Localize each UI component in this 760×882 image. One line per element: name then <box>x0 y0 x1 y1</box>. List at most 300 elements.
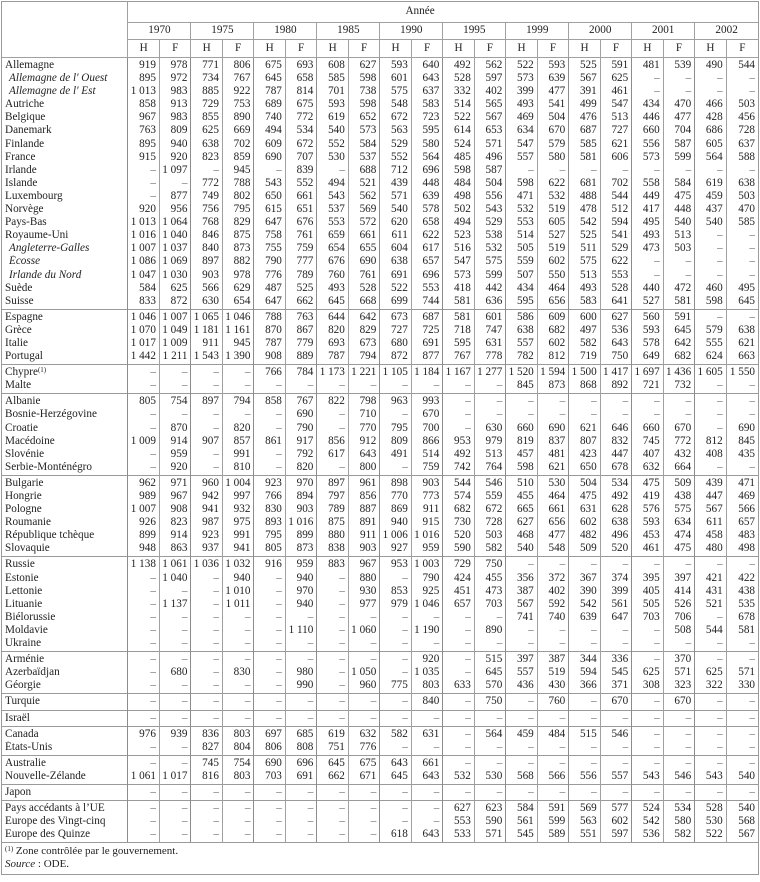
value-cell-f: 552 <box>285 177 316 190</box>
table-row <box>2 710 758 726</box>
value-cell-h: 619 <box>695 177 726 190</box>
value-cell-h: 718 <box>443 324 474 337</box>
value-cell-f: 374 <box>600 572 631 585</box>
value-cell-f: 655 <box>348 242 379 255</box>
table-row <box>2 828 758 842</box>
value-cell-h: – <box>695 652 726 667</box>
value-cell-h: 861 <box>254 435 285 448</box>
value-cell-h: – <box>191 572 222 585</box>
value-cell-f: 978 <box>159 58 190 73</box>
value-cell-f: 571 <box>663 666 694 679</box>
value-cell-h: 459 <box>506 726 537 741</box>
value-cell-h: 475 <box>632 475 663 490</box>
value-cell-h: 367 <box>569 572 600 585</box>
value-cell-h: 585 <box>317 72 348 85</box>
value-cell-h: – <box>380 379 411 394</box>
value-cell-f: 877 <box>159 190 190 203</box>
country-name <box>2 177 128 190</box>
value-cell-f: 582 <box>474 542 505 557</box>
value-cell-h: 760 <box>317 269 348 282</box>
value-cell-f: – <box>663 710 694 726</box>
value-cell-f: 795 <box>222 203 253 216</box>
value-cell-f: 1 161 <box>222 324 253 337</box>
value-cell-f: 625 <box>159 282 190 295</box>
value-cell-f: – <box>663 637 694 652</box>
value-cell-f: 830 <box>222 666 253 679</box>
sex-header-h: H <box>569 40 600 58</box>
value-cell-h: – <box>632 408 663 421</box>
value-cell-h: 1 065 <box>191 309 222 324</box>
table-row <box>2 295 758 310</box>
value-cell-h: 481 <box>632 58 663 73</box>
value-cell-f: 579 <box>537 138 568 151</box>
value-cell-f: 1 046 <box>222 309 253 324</box>
value-cell-h: 631 <box>569 503 600 516</box>
value-cell-f: 546 <box>663 770 694 785</box>
value-cell-h: 478 <box>569 203 600 216</box>
value-cell-h: 767 <box>443 350 474 365</box>
value-cell-f: 790 <box>285 422 316 435</box>
value-cell-f: 778 <box>474 350 505 365</box>
value-cell-h: 662 <box>317 770 348 785</box>
value-cell-h: 644 <box>317 309 348 324</box>
value-cell-f: 915 <box>411 516 442 529</box>
value-cell-f: 727 <box>600 124 631 137</box>
value-cell-f: 983 <box>159 85 190 98</box>
value-cell-h: 446 <box>632 111 663 124</box>
value-cell-f: 597 <box>474 72 505 85</box>
value-cell-h: 858 <box>254 394 285 409</box>
value-cell-h: 567 <box>569 72 600 85</box>
value-cell-f: 747 <box>474 324 505 337</box>
value-cell-f: – <box>159 408 190 421</box>
value-cell-h: – <box>317 666 348 679</box>
value-cell-f: 562 <box>474 58 505 73</box>
country-name <box>2 666 128 679</box>
value-cell-f: – <box>159 585 190 598</box>
value-cell-f: 882 <box>222 255 253 268</box>
value-cell-f: – <box>663 85 694 98</box>
country-label: Albanie <box>5 395 41 408</box>
value-cell-h: 823 <box>191 151 222 164</box>
value-cell-f: 645 <box>663 324 694 337</box>
value-cell-h: 833 <box>128 295 159 310</box>
value-cell-h: – <box>695 255 726 268</box>
value-cell-h: – <box>632 72 663 85</box>
value-cell-f: 912 <box>348 435 379 448</box>
value-cell-h: 745 <box>191 755 222 770</box>
value-cell-f: – <box>411 815 442 828</box>
value-cell-h: 601 <box>380 72 411 85</box>
table-row <box>2 542 758 557</box>
value-cell-f: 676 <box>285 216 316 229</box>
value-cell-h: – <box>254 801 285 816</box>
value-cell-f: 581 <box>663 295 694 310</box>
value-cell-h: 775 <box>380 679 411 694</box>
value-cell-f: 725 <box>411 324 442 337</box>
country-label: Belgique <box>5 111 46 124</box>
value-cell-h: 730 <box>443 516 474 529</box>
value-cell-h: 540 <box>380 203 411 216</box>
value-cell-h: 632 <box>632 461 663 476</box>
value-cell-f: – <box>285 815 316 828</box>
value-cell-h: 797 <box>317 490 348 503</box>
value-cell-h: – <box>443 379 474 394</box>
value-cell-h: 895 <box>128 138 159 151</box>
value-cell-h: 937 <box>191 542 222 557</box>
value-cell-f: 806 <box>222 58 253 73</box>
value-cell-f: 696 <box>411 164 442 177</box>
value-cell-h: 1 173 <box>317 365 348 380</box>
value-cell-f: 530 <box>474 770 505 785</box>
value-cell-f: – <box>159 741 190 756</box>
value-cell-f: 1 046 <box>411 598 442 611</box>
country-name <box>2 435 128 448</box>
sex-header-h: H <box>317 40 348 58</box>
value-cell-h: – <box>128 710 159 726</box>
value-cell-h: 366 <box>569 679 600 694</box>
value-cell-f: 1 017 <box>159 770 190 785</box>
value-cell-h: 645 <box>380 770 411 785</box>
value-cell-h: – <box>254 828 285 842</box>
value-cell-f: 638 <box>726 177 758 190</box>
table-row <box>2 365 758 380</box>
value-cell-f: 930 <box>348 585 379 598</box>
value-cell-h: – <box>506 637 537 652</box>
value-cell-h: 816 <box>191 770 222 785</box>
value-cell-f: 790 <box>411 572 442 585</box>
value-cell-h: – <box>443 666 474 679</box>
value-cell-f: 402 <box>474 85 505 98</box>
value-cell-h: – <box>317 815 348 828</box>
header-annee: Année <box>128 2 758 23</box>
value-cell-h: – <box>191 624 222 637</box>
value-cell-h: 586 <box>506 309 537 324</box>
table-row <box>2 694 758 710</box>
country-label: Hongrie <box>5 490 42 502</box>
table-row <box>2 637 758 652</box>
value-cell-f: 477 <box>537 529 568 542</box>
value-cell-f: 759 <box>285 242 316 255</box>
table-row <box>2 324 758 337</box>
value-cell-h: – <box>569 741 600 756</box>
sex-header-h: H <box>443 40 474 58</box>
value-cell-h: 807 <box>569 435 600 448</box>
table-body <box>2 58 758 843</box>
value-cell-f: 625 <box>600 72 631 85</box>
country-label: Nouvelle-Zélande <box>5 769 86 782</box>
value-cell-h: – <box>569 164 600 177</box>
value-cell-h: 1 181 <box>191 324 222 337</box>
value-cell-f: 669 <box>222 124 253 137</box>
value-cell-f: 690 <box>726 422 758 435</box>
value-cell-h: – <box>380 572 411 585</box>
value-cell-f: 1 436 <box>663 365 694 380</box>
value-cell-h: 1 036 <box>191 557 222 572</box>
value-cell-h: 571 <box>380 190 411 203</box>
value-cell-f: 764 <box>474 461 505 476</box>
country-label: Turquie <box>5 695 41 708</box>
value-cell-h: 740 <box>254 111 285 124</box>
value-cell-h: – <box>506 408 537 421</box>
value-cell-h: 573 <box>632 151 663 164</box>
value-cell-f: 773 <box>411 490 442 503</box>
country-label: Danemark <box>5 124 52 137</box>
value-cell-f: 682 <box>537 324 568 337</box>
value-cell-h: – <box>317 801 348 816</box>
value-cell-f: – <box>537 624 568 637</box>
value-cell-f: 967 <box>159 490 190 503</box>
value-cell-f: 521 <box>348 177 379 190</box>
sex-header-h: H <box>191 40 222 58</box>
value-cell-h: 573 <box>506 72 537 85</box>
country-label: Israël <box>5 711 30 724</box>
value-cell-f: 899 <box>285 529 316 542</box>
value-cell-f: 809 <box>159 124 190 137</box>
value-cell-h: 690 <box>254 755 285 770</box>
value-cell-f: 750 <box>600 350 631 365</box>
table-footnote <box>2 842 758 874</box>
value-cell-h: – <box>569 557 600 572</box>
value-cell-f: 598 <box>348 72 379 85</box>
table-row <box>2 216 758 229</box>
value-cell-f: – <box>348 710 379 726</box>
value-cell-f: 527 <box>537 229 568 242</box>
country-label: Islande <box>5 176 38 189</box>
value-cell-f: 908 <box>159 503 190 516</box>
value-cell-f: – <box>222 408 253 421</box>
value-cell-h: 1 007 <box>128 242 159 255</box>
value-cell-f: – <box>537 710 568 726</box>
value-cell-f: – <box>159 611 190 624</box>
value-cell-h: 690 <box>254 151 285 164</box>
value-cell-f: 469 <box>726 490 758 503</box>
value-cell-f: 534 <box>600 475 631 490</box>
value-cell-h: – <box>443 755 474 770</box>
value-cell-f: 688 <box>348 164 379 177</box>
value-cell-h: – <box>191 408 222 421</box>
value-cell-f: – <box>222 801 253 816</box>
value-cell-f: 571 <box>474 138 505 151</box>
value-cell-f: 671 <box>348 770 379 785</box>
value-cell-f: 767 <box>222 72 253 85</box>
value-cell-f: 592 <box>537 598 568 611</box>
value-cell-h: – <box>317 828 348 842</box>
value-cell-h: 840 <box>191 242 222 255</box>
value-cell-h: 574 <box>443 490 474 503</box>
country-name <box>2 365 128 380</box>
value-cell-f: 544 <box>726 58 758 73</box>
value-cell-h: 567 <box>506 598 537 611</box>
value-cell-h: 593 <box>632 324 663 337</box>
value-cell-h: 1 138 <box>128 557 159 572</box>
value-cell-h: 581 <box>569 151 600 164</box>
sex-header-h: H <box>254 40 285 58</box>
value-cell-h: 579 <box>695 324 726 337</box>
value-cell-f: 617 <box>411 242 442 255</box>
country-label: Bosnie-Herzégovine <box>5 408 97 421</box>
value-cell-h: 434 <box>632 98 663 111</box>
year-header: 2001 <box>632 23 695 40</box>
value-cell-h: 812 <box>695 435 726 448</box>
value-cell-h: 618 <box>380 828 411 842</box>
country-name <box>2 529 128 542</box>
country-label: Géorgie <box>5 679 41 692</box>
country-label: Royaume-Uni <box>5 229 69 242</box>
country-label: Russie <box>5 558 35 571</box>
value-cell-h: 598 <box>695 295 726 310</box>
value-cell-h: 1 442 <box>128 350 159 365</box>
value-cell-f: 584 <box>348 138 379 151</box>
value-cell-f: – <box>348 637 379 652</box>
country-name <box>2 815 128 828</box>
value-cell-f: 621 <box>600 138 631 151</box>
value-cell-f: – <box>537 557 568 572</box>
value-cell-f: 1 061 <box>159 557 190 572</box>
value-cell-h: 356 <box>506 572 537 585</box>
value-cell-f: 750 <box>474 557 505 572</box>
value-cell-f: – <box>537 741 568 756</box>
value-cell-h: – <box>254 784 285 800</box>
value-cell-h: – <box>695 637 726 652</box>
value-cell-f: – <box>285 801 316 816</box>
value-cell-f: 584 <box>663 177 694 190</box>
value-cell-h: 548 <box>380 98 411 111</box>
value-cell-h: 555 <box>695 337 726 350</box>
value-cell-h: – <box>317 624 348 637</box>
value-cell-f: – <box>726 255 758 268</box>
value-cell-f: 504 <box>474 177 505 190</box>
value-cell-h: 495 <box>632 216 663 229</box>
value-cell-h: 468 <box>506 529 537 542</box>
country-name <box>2 490 128 503</box>
value-cell-h: 742 <box>443 461 474 476</box>
value-cell-h: 567 <box>695 503 726 516</box>
table-row <box>2 282 758 295</box>
value-cell-h: 853 <box>380 585 411 598</box>
value-cell-f: 470 <box>663 98 694 111</box>
value-cell-h: 578 <box>632 337 663 350</box>
value-cell-f: 477 <box>663 111 694 124</box>
value-cell-h: 543 <box>317 190 348 203</box>
value-cell-f: 559 <box>474 490 505 503</box>
value-cell-f: 940 <box>159 138 190 151</box>
value-cell-f: 492 <box>600 490 631 503</box>
value-cell-f: 710 <box>348 408 379 421</box>
value-cell-h: 806 <box>254 741 285 756</box>
value-cell-f: 922 <box>222 85 253 98</box>
value-cell-h: 923 <box>254 475 285 490</box>
value-cell-f: 691 <box>411 337 442 350</box>
value-cell-h: 399 <box>506 85 537 98</box>
value-cell-f: 810 <box>222 461 253 476</box>
value-cell-f: 1 009 <box>159 337 190 350</box>
country-name <box>2 350 128 365</box>
value-cell-f: 1 030 <box>159 269 190 282</box>
value-cell-h: – <box>569 624 600 637</box>
value-cell-f: 561 <box>600 598 631 611</box>
value-cell-h: – <box>506 710 537 726</box>
value-cell-h: 1 086 <box>128 255 159 268</box>
value-cell-f: 792 <box>285 448 316 461</box>
value-cell-h: 476 <box>569 111 600 124</box>
value-cell-f: 588 <box>726 151 758 164</box>
country-name <box>2 475 128 490</box>
value-cell-f: 590 <box>474 815 505 828</box>
value-cell-h: – <box>632 164 663 177</box>
value-cell-f: 693 <box>285 58 316 73</box>
value-cell-f: 455 <box>474 572 505 585</box>
value-cell-f: 438 <box>726 585 758 598</box>
value-cell-h: 953 <box>380 557 411 572</box>
value-cell-h: – <box>506 164 537 177</box>
value-cell-f: 917 <box>285 435 316 448</box>
value-cell-f: 920 <box>159 151 190 164</box>
value-cell-f: 657 <box>726 516 758 529</box>
value-cell-h: – <box>632 637 663 652</box>
value-cell-f: 1 064 <box>159 216 190 229</box>
value-cell-h: 459 <box>695 190 726 203</box>
country-name <box>2 408 128 421</box>
country-name <box>2 282 128 295</box>
value-cell-f: 456 <box>726 111 758 124</box>
value-cell-h: 417 <box>632 203 663 216</box>
value-cell-f: – <box>474 637 505 652</box>
value-cell-h: 789 <box>317 503 348 516</box>
table-row <box>2 435 758 448</box>
value-cell-f: 631 <box>474 337 505 350</box>
value-cell-f: – <box>348 801 379 816</box>
value-cell-f: – <box>663 394 694 409</box>
value-cell-f: – <box>159 828 190 842</box>
value-cell-h: 575 <box>380 85 411 98</box>
value-cell-h: 770 <box>380 490 411 503</box>
value-cell-h: 510 <box>506 475 537 490</box>
value-cell-f: 504 <box>537 111 568 124</box>
country-name <box>2 422 128 435</box>
value-cell-f: 541 <box>537 98 568 111</box>
value-cell-h: 457 <box>506 448 537 461</box>
country-label: Europe des Vingt-cinq <box>5 815 106 828</box>
value-cell-h: 630 <box>191 295 222 310</box>
value-cell-f: 622 <box>600 255 631 268</box>
value-cell-f: 473 <box>474 585 505 598</box>
value-cell-f: 970 <box>285 475 316 490</box>
value-cell-h: 719 <box>569 350 600 365</box>
value-cell-f: 639 <box>537 72 568 85</box>
value-cell-h: – <box>695 72 726 85</box>
value-cell-f: – <box>474 710 505 726</box>
value-cell-f: 820 <box>285 461 316 476</box>
value-cell-f: 621 <box>726 337 758 350</box>
value-cell-h: – <box>128 801 159 816</box>
value-cell-f: 920 <box>159 461 190 476</box>
value-cell-h: 963 <box>380 394 411 409</box>
country-name <box>2 295 128 310</box>
value-cell-h: – <box>254 815 285 828</box>
value-cell-f: 925 <box>411 585 442 598</box>
value-cell-f: 661 <box>537 503 568 516</box>
value-cell-f: 802 <box>222 190 253 203</box>
value-cell-h: – <box>317 408 348 421</box>
value-cell-f: – <box>411 637 442 652</box>
value-cell-h: 488 <box>569 190 600 203</box>
value-cell-h: – <box>569 784 600 800</box>
value-cell-h: – <box>695 557 726 572</box>
table-row <box>2 203 758 216</box>
value-cell-h: 533 <box>443 828 474 842</box>
value-cell-f: – <box>474 394 505 409</box>
